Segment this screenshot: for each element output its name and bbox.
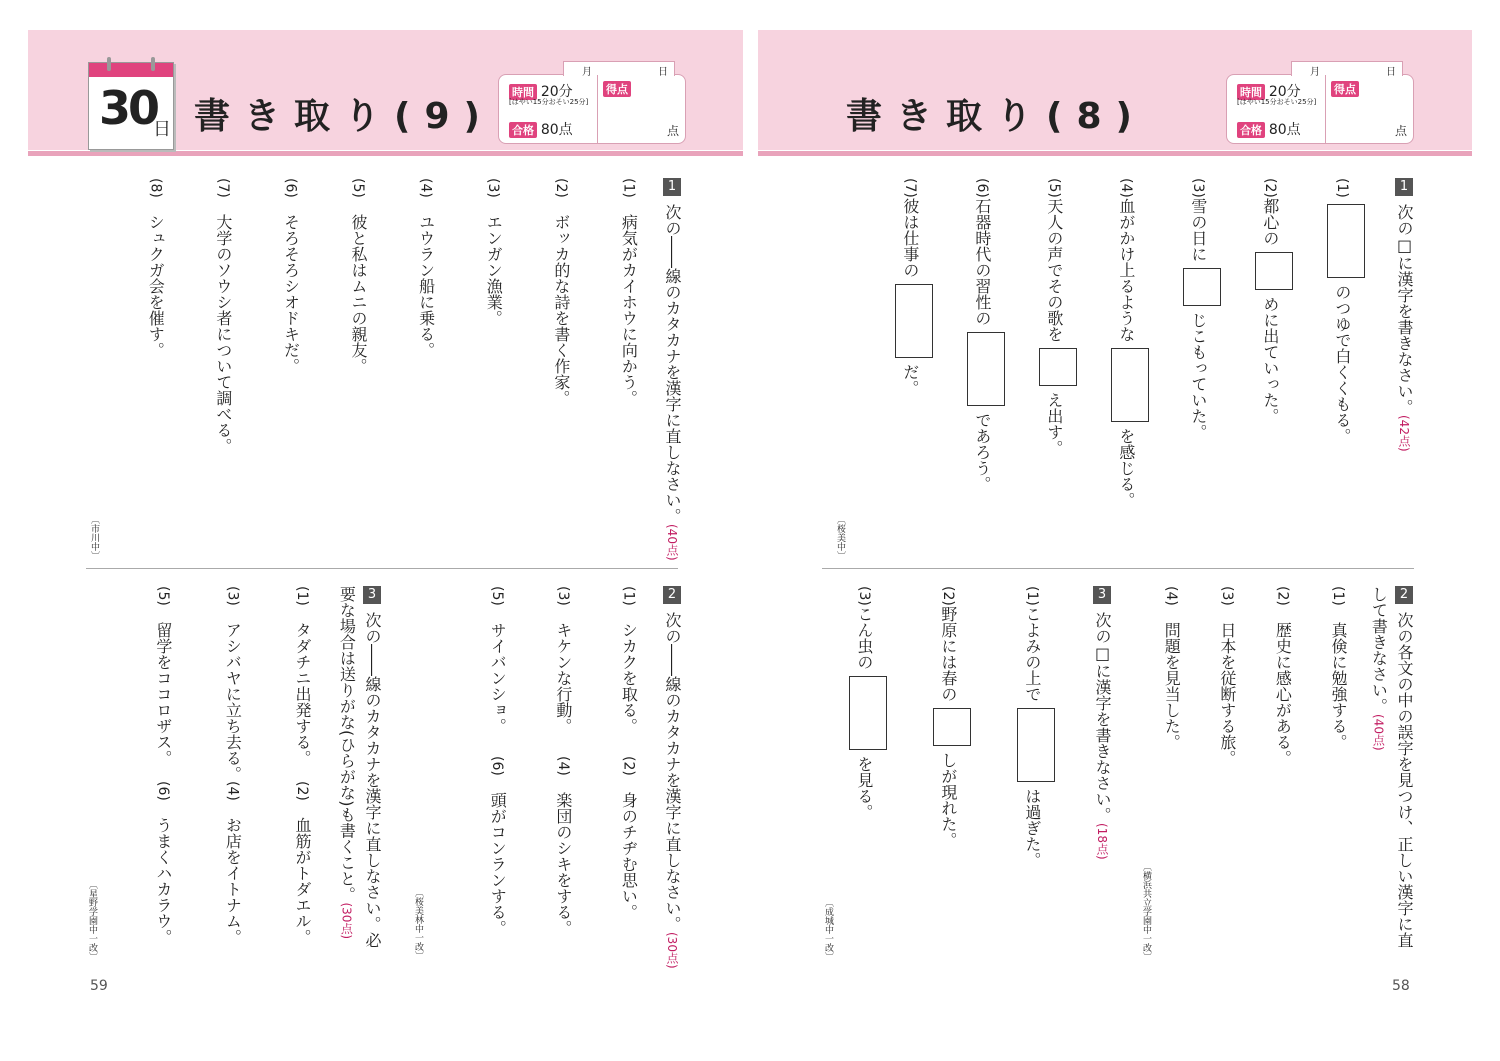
item-pair — [220, 586, 246, 966]
page-header — [758, 30, 1472, 150]
item-number: (6) — [154, 781, 171, 801]
question-number: 1 — [663, 178, 681, 196]
list-item — [1017, 586, 1055, 966]
day-suffix: 日 — [153, 119, 171, 140]
item-text: 楽団のシキをする。 — [553, 791, 573, 936]
box-divider — [597, 75, 598, 143]
item-text: 身のチヂむ思い。 — [619, 791, 639, 920]
item-number: (2) — [939, 586, 956, 606]
item-number: (3) — [485, 178, 502, 198]
item-number: (2) — [294, 781, 310, 801]
list-item — [220, 586, 246, 781]
instruction-text: 次の□に漢字を書きなさい。 — [1395, 204, 1414, 415]
item-text: こよみの上で — [1022, 605, 1042, 702]
answer-box[interactable] — [1183, 268, 1221, 306]
list-item — [1327, 178, 1365, 558]
score-tag: 得点 — [603, 81, 631, 97]
item-text: キケンな行動。 — [553, 621, 573, 734]
source-label: 〔成城中一改〕 — [823, 898, 833, 961]
question-number: 1 — [1395, 178, 1413, 196]
pass-tag: 合格 — [509, 122, 537, 138]
answer-box[interactable] — [1327, 204, 1365, 278]
item-column — [475, 586, 642, 966]
item-text: アシバヤに立ち去る。 — [223, 621, 243, 782]
item-number: (7) — [214, 178, 231, 198]
question-instruction — [1391, 178, 1417, 558]
list-item — [1039, 178, 1077, 558]
item-number: (1) — [620, 586, 637, 606]
answer-box[interactable] — [849, 676, 887, 750]
item-number: (4) — [1117, 178, 1134, 198]
list-item — [143, 178, 169, 558]
item-text: 石器時代の習性の — [972, 197, 992, 326]
list-item — [278, 178, 304, 558]
item-text: シカクを取る。 — [619, 621, 639, 734]
source-label: 〔市川中〕 — [89, 515, 99, 560]
item-text: うまくハカラウ。 — [153, 816, 173, 945]
item-pair — [550, 586, 576, 966]
page-header — [28, 30, 743, 150]
points-label: (30点) — [665, 932, 679, 969]
item-text: そろそろシオドキだ。 — [281, 213, 301, 374]
item-text: 血筋がトダエル。 — [293, 816, 312, 945]
item-pair — [485, 586, 511, 966]
answer-box[interactable] — [1255, 252, 1293, 290]
header-underline — [28, 151, 743, 156]
item-text: 彼と私はムニの親友。 — [349, 213, 369, 374]
pass-row — [509, 119, 573, 139]
points-unit: 点 — [666, 124, 679, 138]
item-text: え出す。 — [1044, 391, 1064, 456]
pass-row — [1237, 119, 1301, 139]
answer-box[interactable] — [1111, 348, 1149, 422]
item-text: 問題を見当した。 — [1162, 621, 1182, 750]
item-text: しが現れた。 — [938, 751, 958, 848]
time-note: [はやい15分おそい25分] — [509, 98, 589, 106]
item-number: (4) — [224, 781, 241, 801]
item-number: (2) — [620, 756, 637, 776]
answer-box[interactable] — [933, 708, 971, 746]
score-tag: 得点 — [1331, 81, 1359, 97]
item-text: 大学のソウシ者について調べる。 — [213, 213, 233, 454]
item-text: 雪の日に — [1188, 197, 1208, 262]
list-item — [1255, 178, 1293, 558]
list-item — [849, 586, 887, 966]
list-item — [548, 178, 574, 558]
list-item — [481, 178, 507, 558]
item-text: 天人の声でその歌を — [1044, 197, 1064, 342]
day-number: 30 — [99, 81, 158, 135]
item-number: (6) — [282, 178, 299, 198]
instruction-text: 次の――線のカタカナを漢字に直しなさい。 — [663, 612, 682, 932]
date-field — [563, 61, 675, 76]
time-tag: 時間 — [509, 84, 537, 100]
list-item — [1159, 586, 1185, 966]
source-label: 〔星野学園中一改〕 — [87, 880, 97, 961]
points-label: (42点) — [1397, 415, 1411, 452]
source-label: 〔桜美林中一改〕 — [413, 888, 423, 960]
header-underline — [758, 151, 1472, 156]
box-divider — [1325, 75, 1326, 143]
question-1 — [80, 178, 685, 561]
list-item — [345, 178, 371, 558]
question-instruction — [659, 586, 685, 969]
section-divider — [86, 568, 678, 569]
date-field — [1291, 61, 1403, 76]
item-number: (3) — [224, 586, 241, 606]
list-item — [485, 756, 511, 936]
list-item — [616, 756, 642, 920]
item-number: (4) — [1163, 586, 1180, 606]
item-number: (5) — [1045, 178, 1062, 198]
list-item — [616, 178, 642, 558]
question-number: 2 — [663, 586, 681, 604]
points-label: (18点) — [1095, 823, 1109, 860]
item-text: ユウラン船に乗る。 — [416, 213, 436, 358]
item-number: (1) — [294, 586, 310, 606]
item-text: じこもっていた。 — [1188, 311, 1208, 440]
item-number: (6) — [973, 178, 990, 198]
item-number: (3) — [1218, 586, 1235, 606]
item-text: 野原には春の — [938, 605, 958, 702]
item-text: であろう。 — [972, 411, 992, 492]
month-label: 月 — [1310, 67, 1320, 78]
item-text: 頭がコンランする。 — [488, 791, 508, 936]
pass-tag: 合格 — [1237, 122, 1265, 138]
item-column — [150, 586, 315, 966]
item-number: (4) — [554, 756, 571, 776]
item-text: ボッカ的な詩を書く作家。 — [551, 213, 571, 406]
source-label: 〔桜美中〕 — [835, 515, 845, 560]
time-note: [はやい15分おそい25分] — [1237, 98, 1317, 106]
page-number: 58 — [1392, 978, 1410, 994]
day-label: 日 — [1386, 67, 1396, 78]
list-item — [967, 178, 1005, 558]
time-value: 20分 — [1268, 84, 1301, 100]
points-label: (40点) — [665, 524, 679, 561]
item-number: (1) — [1330, 586, 1346, 606]
instruction-text: 次の□に漢字を書きなさい。 — [1093, 612, 1112, 823]
item-text: 留学をココロザス。 — [153, 621, 173, 766]
item-number: (3) — [1189, 178, 1206, 198]
calendar-bar — [89, 63, 173, 77]
list-item — [550, 756, 576, 936]
list-item — [413, 178, 439, 558]
instruction-text: 次の各文の中の誤字を見つけ、正しい漢字に直して書きなさい。 — [1369, 586, 1414, 948]
item-text: こん虫の — [854, 605, 874, 670]
points-label: (40点) — [1371, 714, 1386, 751]
list-item — [1214, 586, 1240, 966]
item-pair — [616, 586, 642, 966]
list-item — [210, 178, 236, 558]
item-text: を見る。 — [854, 755, 874, 820]
item-text: だ。 — [900, 363, 920, 396]
list-item — [1325, 586, 1351, 966]
item-text: 日本を従断する旅。 — [1217, 621, 1237, 766]
item-text: は過ぎた。 — [1022, 787, 1042, 868]
item-text: シュクガ会を催す。 — [146, 213, 166, 358]
score-box — [1226, 67, 1414, 144]
pass-value: 80点 — [540, 122, 573, 138]
item-number: (5) — [489, 586, 506, 606]
item-number: (2) — [1261, 178, 1278, 198]
time-value: 20分 — [540, 84, 573, 100]
item-pair — [289, 586, 315, 966]
item-text: のつゆで白くくもる。 — [1332, 283, 1352, 444]
item-text: お店をイトナム。 — [223, 816, 243, 945]
calendar-ring-icon — [107, 57, 111, 71]
question-instruction — [659, 178, 685, 561]
list-item — [485, 586, 511, 756]
answer-box[interactable] — [1017, 708, 1055, 782]
list-item — [933, 586, 971, 966]
list-item — [150, 781, 176, 945]
item-number: (1) — [1023, 586, 1040, 606]
points-unit: 点 — [1394, 124, 1407, 138]
item-text: 彼は仕事の — [900, 197, 920, 278]
item-pair — [150, 586, 176, 966]
item-text: 都心の — [1260, 197, 1280, 246]
day-label: 日 — [658, 67, 668, 78]
item-number: (7) — [901, 178, 918, 198]
score-box — [498, 67, 686, 144]
list-item — [1270, 586, 1296, 966]
section-divider — [822, 568, 1414, 569]
question-number: 3 — [1093, 586, 1111, 604]
answer-box[interactable] — [967, 332, 1005, 406]
page-number: 59 — [90, 978, 108, 994]
question-instruction — [1365, 586, 1417, 956]
question-1 — [822, 178, 1417, 558]
list-item — [1183, 178, 1221, 558]
list-item — [550, 586, 576, 756]
pass-value: 80点 — [1268, 122, 1301, 138]
list-item — [220, 781, 246, 945]
question-instruction — [1089, 586, 1115, 966]
instruction-text: 次の――線のカタカナを漢字に直しなさい。必要な場合は送りがな(ひらがな)も書くこと。 — [337, 586, 382, 948]
item-number: (3) — [554, 586, 571, 606]
list-item — [289, 586, 315, 781]
item-text: めに出ていった。 — [1260, 295, 1280, 424]
instruction-text: 次の――線のカタカナを漢字に直しなさい。 — [663, 204, 682, 524]
page-title: 書き取り(9) — [194, 96, 494, 137]
month-label: 月 — [582, 67, 592, 78]
points-label: (30点) — [339, 902, 354, 940]
source-label: 〔横浜共立学園中一改〕 — [1141, 862, 1151, 961]
answer-box[interactable] — [895, 284, 933, 358]
list-item — [1111, 178, 1149, 558]
item-number: (1) — [1333, 178, 1350, 198]
item-number: (2) — [552, 178, 569, 198]
list-item — [150, 586, 176, 781]
item-text: 病気がカイホウに向かう。 — [619, 213, 639, 406]
page-title: 書き取り(8) — [846, 96, 1146, 137]
item-number: (8) — [147, 178, 164, 198]
list-item — [616, 586, 642, 756]
item-text: 真倹に勉強する。 — [1329, 621, 1348, 750]
item-number: (1) — [620, 178, 637, 198]
item-number: (5) — [154, 586, 171, 606]
question-2 — [1135, 586, 1417, 966]
question-2 — [410, 586, 685, 969]
right-page — [750, 0, 1500, 1061]
item-number: (3) — [855, 586, 872, 606]
question-3 — [845, 586, 1115, 966]
item-text: 血がかけ上るような — [1116, 197, 1136, 342]
question-instruction — [333, 586, 385, 956]
question-number: 3 — [363, 586, 381, 604]
item-number: (4) — [417, 178, 434, 198]
list-item — [895, 178, 933, 558]
time-tag: 時間 — [1237, 84, 1265, 100]
question-3 — [100, 586, 385, 966]
list-item — [289, 781, 315, 945]
item-number: (5) — [350, 178, 367, 198]
item-text: を感じる。 — [1116, 427, 1136, 508]
item-number: (2) — [1274, 586, 1291, 606]
answer-box[interactable] — [1039, 348, 1077, 386]
day-badge — [88, 62, 174, 150]
calendar-ring-icon — [151, 57, 155, 71]
item-text: 歴史に感心がある。 — [1273, 621, 1293, 766]
item-text: タダチニ出発する。 — [293, 621, 312, 766]
item-text: サイバンショ。 — [488, 621, 508, 734]
item-number: (6) — [489, 756, 506, 776]
question-number: 2 — [1395, 586, 1413, 604]
item-text: エンガン漁業。 — [484, 213, 504, 326]
